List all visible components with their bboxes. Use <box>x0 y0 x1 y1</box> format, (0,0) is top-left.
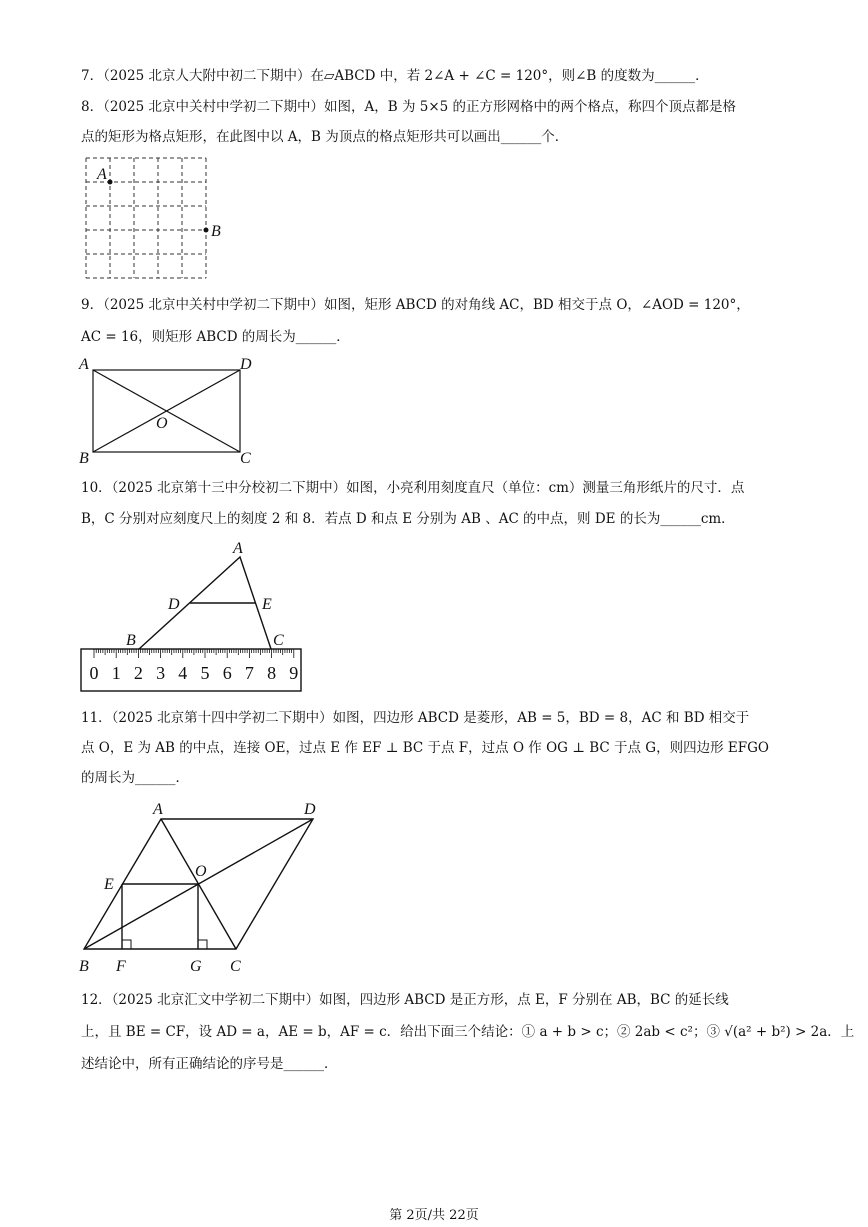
q10-line1: 10．（2025 北京第十三中分校初二下期中）如图，小亮利用刻度直尺（单位：cm）测量三角形纸片的尺寸．点 <box>81 480 745 496</box>
q11-right-angle-g <box>198 940 207 949</box>
q8-point-a <box>108 180 113 185</box>
q8-label-b: B <box>211 223 221 240</box>
ruler-number: 2 <box>133 663 143 683</box>
page-footer: 第 2页/共 22页 <box>389 1208 479 1223</box>
q8-line1: 8．（2025 北京中关村中学初二下期中）如图，A，B 为 5×5 的正方形网格中的两个格点，称四个顶点都是格 <box>81 99 737 115</box>
q11-label-b: B <box>79 958 89 975</box>
q11-label-a: A <box>153 801 163 818</box>
q10-label-a: A <box>233 540 243 557</box>
q9-rectangle-figure <box>76 355 266 467</box>
q10-label-c: C <box>273 632 284 649</box>
ruler-number: 8 <box>267 663 277 683</box>
q8-point-b <box>204 228 209 233</box>
ruler-number: 6 <box>222 663 232 683</box>
q8-grid-figure <box>80 152 240 282</box>
q10-label-d: D <box>168 596 180 613</box>
q11-label-o: O <box>195 863 207 880</box>
q9-label-c: C <box>240 450 251 467</box>
ruler-number: 5 <box>200 663 210 683</box>
q12-line2: 上，且 BE = CF，设 AD = a，AE = b，AF = c．给出下面三个结论：① a + b > c；② 2ab < c²；③ √(a² + b²) > 2a．上 <box>81 1024 855 1040</box>
q9-label-d: D <box>240 356 252 373</box>
ruler-number: 9 <box>289 663 299 683</box>
q9-line2: AC = 16，则矩形 ABCD 的周长为______． <box>81 329 350 345</box>
q9-label-b: B <box>79 450 89 467</box>
q12-line3: 述结论中，所有正确结论的序号是______． <box>81 1056 338 1072</box>
q10-label-e: E <box>262 596 272 613</box>
q11-line3: 的周长为______． <box>81 770 189 786</box>
q11-label-f: F <box>116 958 126 975</box>
ruler-number: 1 <box>111 663 121 683</box>
q11-rhombus-figure <box>76 795 336 975</box>
q11-label-c: C <box>230 958 241 975</box>
q7-line1: 7．（2025 北京人大附中初二下期中）在▱ABCD 中，若 2∠A + ∠C = 120°，则∠B 的度数为______． <box>81 68 709 84</box>
q9-label-o: O <box>156 415 168 432</box>
ruler-number: 4 <box>178 663 188 683</box>
q9-line1: 9．（2025 北京中关村中学初二下期中）如图，矩形 ABCD 的对角线 AC，BD 相交于点 O，∠AOD = 120°， <box>81 297 750 313</box>
q8-line2: 点的矩形为格点矩形，在此图中以 A，B 为顶点的格点矩形共可以画出______个． <box>81 129 569 145</box>
ruler-number: 3 <box>156 663 166 683</box>
q11-line2: 点 O，E 为 AB 的中点，连接 OE，过点 E 作 EF ⊥ BC 于点 F，过点 O 作 OG ⊥ BC 于点 G，则四边形 EFGO <box>81 740 769 756</box>
ruler-number: 7 <box>244 663 254 683</box>
q11-label-g: G <box>190 958 202 975</box>
q12-line1: 12．（2025 北京汇文中学初二下期中）如图，四边形 ABCD 是正方形，点 E，F 分别在 AB，BC 的延长线 <box>81 992 729 1008</box>
q10-label-b: B <box>126 632 136 649</box>
q11-right-angle-f <box>122 940 131 949</box>
q11-label-e: E <box>104 876 114 893</box>
q9-label-a: A <box>79 356 89 373</box>
q10-triangle-ruler-figure <box>76 535 308 697</box>
ruler-number: 0 <box>89 663 99 683</box>
q10-line2: B，C 分别对应刻度尺上的刻度 2 和 8．若点 D 和点 E 分别为 AB 、AC 的中点，则 DE 的长为______cm． <box>81 511 735 527</box>
q11-line1: 11．（2025 北京第十四中学初二下期中）如图，四边形 ABCD 是菱形，AB = 5，BD = 8，AC 和 BD 相交于 <box>81 710 750 726</box>
q8-label-a: A <box>97 166 107 183</box>
q11-label-d: D <box>304 801 316 818</box>
